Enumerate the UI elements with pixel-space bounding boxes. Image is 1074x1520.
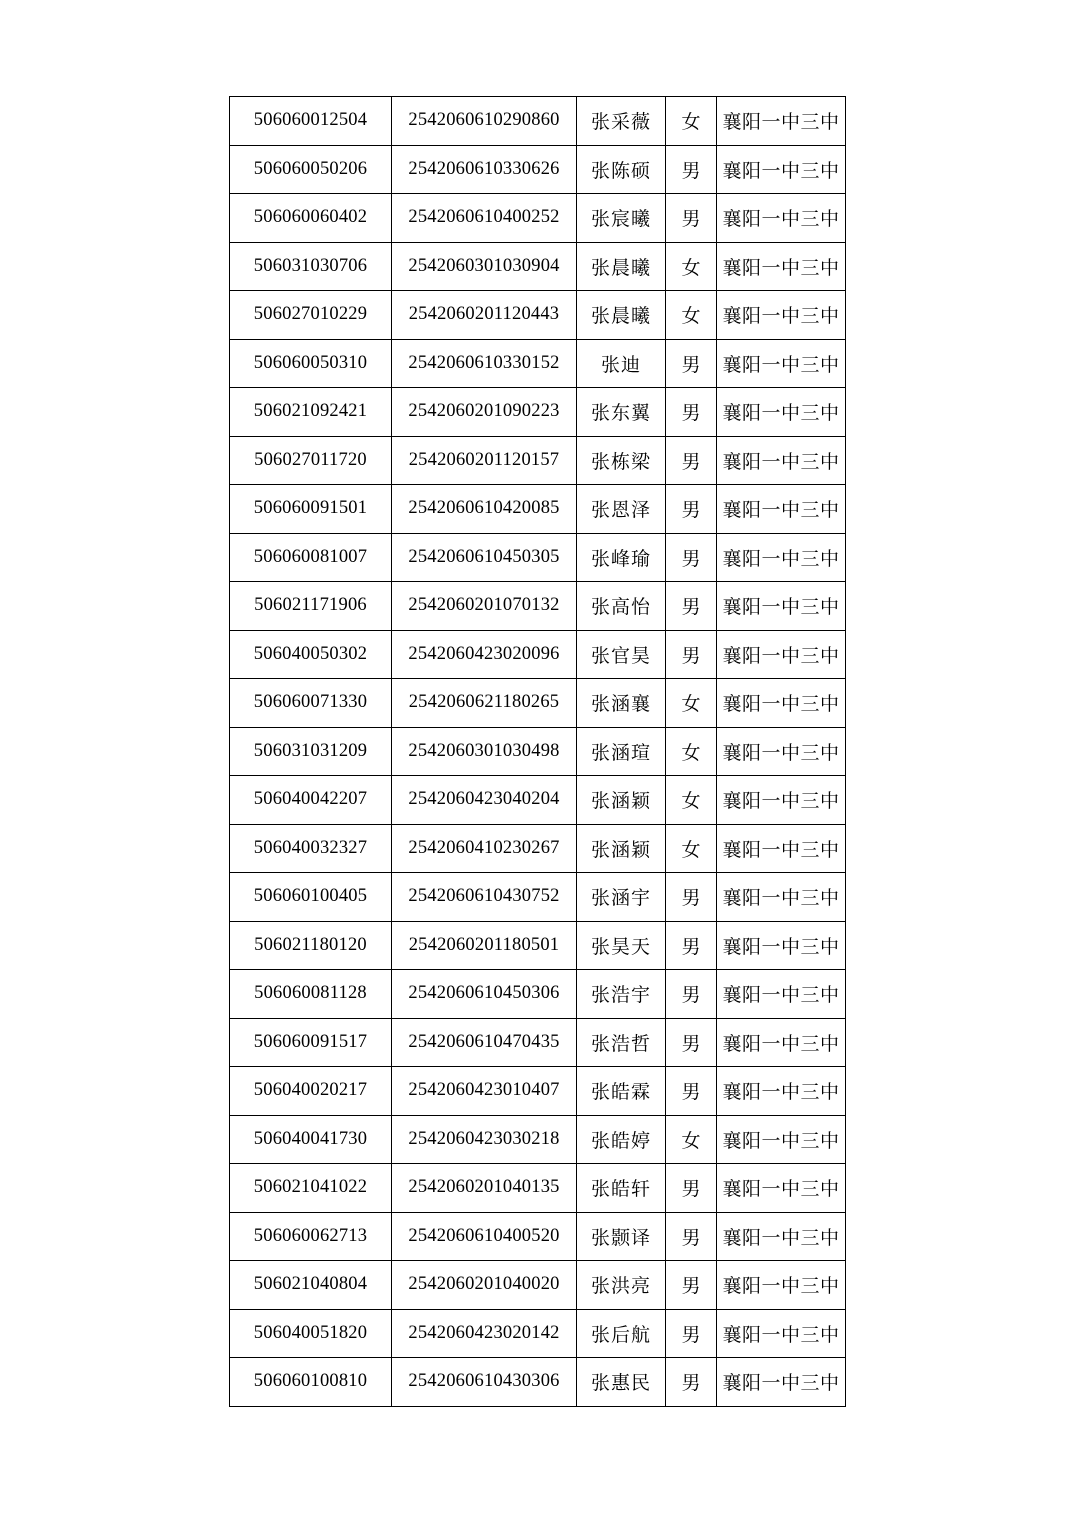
registration-number-cell: 2542060201180501 — [392, 921, 577, 970]
exam-number-cell: 506060100810 — [230, 1358, 392, 1407]
school-cell: 襄阳一中三中 — [717, 873, 846, 922]
exam-number-cell: 506060012504 — [230, 97, 392, 146]
school-cell: 襄阳一中三中 — [717, 97, 846, 146]
student-name-cell: 张东翼 — [577, 388, 666, 437]
table-row — [230, 436, 846, 485]
registration-number-cell: 2542060610330626 — [392, 145, 577, 194]
table-row — [230, 630, 846, 679]
gender-cell: 男 — [666, 1212, 717, 1261]
registration-number-cell: 2542060301030498 — [392, 727, 577, 776]
registration-number-cell: 2542060201070132 — [392, 582, 577, 631]
gender-cell: 男 — [666, 145, 717, 194]
exam-number-cell: 506040050302 — [230, 630, 392, 679]
gender-cell: 男 — [666, 436, 717, 485]
student-name-cell: 张高怡 — [577, 582, 666, 631]
gender-cell: 男 — [666, 339, 717, 388]
exam-number-cell: 506060050310 — [230, 339, 392, 388]
school-cell: 襄阳一中三中 — [717, 485, 846, 534]
school-cell: 襄阳一中三中 — [717, 970, 846, 1019]
registration-number-cell: 2542060201120443 — [392, 291, 577, 340]
table-row — [230, 1261, 846, 1310]
exam-number-cell: 506060050206 — [230, 145, 392, 194]
registration-number-cell: 2542060610420085 — [392, 485, 577, 534]
student-name-cell: 张颢译 — [577, 1212, 666, 1261]
table-row — [230, 873, 846, 922]
exam-number-cell: 506027010229 — [230, 291, 392, 340]
exam-number-cell: 506040041730 — [230, 1115, 392, 1164]
table-row — [230, 1115, 846, 1164]
registration-number-cell: 2542060621180265 — [392, 679, 577, 728]
registration-number-cell: 2542060201120157 — [392, 436, 577, 485]
gender-cell: 女 — [666, 727, 717, 776]
table-row — [230, 679, 846, 728]
registration-number-cell: 2542060610400252 — [392, 194, 577, 243]
exam-number-cell: 506040051820 — [230, 1309, 392, 1358]
table-row — [230, 194, 846, 243]
student-name-cell: 张峰瑜 — [577, 533, 666, 582]
gender-cell: 男 — [666, 1018, 717, 1067]
school-cell: 襄阳一中三中 — [717, 582, 846, 631]
school-cell: 襄阳一中三中 — [717, 194, 846, 243]
school-cell: 襄阳一中三中 — [717, 1358, 846, 1407]
school-cell: 襄阳一中三中 — [717, 533, 846, 582]
student-name-cell: 张采薇 — [577, 97, 666, 146]
school-cell: 襄阳一中三中 — [717, 630, 846, 679]
gender-cell: 女 — [666, 97, 717, 146]
school-cell: 襄阳一中三中 — [717, 1115, 846, 1164]
registration-number-cell: 2542060610430752 — [392, 873, 577, 922]
student-name-cell: 张皓轩 — [577, 1164, 666, 1213]
table-row — [230, 485, 846, 534]
table-row — [230, 824, 846, 873]
table-row — [230, 339, 846, 388]
student-name-cell: 张晨曦 — [577, 242, 666, 291]
exam-number-cell: 506060062713 — [230, 1212, 392, 1261]
exam-number-cell: 506060071330 — [230, 679, 392, 728]
registration-number-cell: 2542060423040204 — [392, 776, 577, 825]
exam-number-cell: 506040042207 — [230, 776, 392, 825]
student-name-cell: 张涵颖 — [577, 776, 666, 825]
gender-cell: 男 — [666, 1261, 717, 1310]
registration-number-cell: 2542060610400520 — [392, 1212, 577, 1261]
school-cell: 襄阳一中三中 — [717, 824, 846, 873]
school-cell: 襄阳一中三中 — [717, 388, 846, 437]
table-row — [230, 388, 846, 437]
gender-cell: 男 — [666, 582, 717, 631]
student-name-cell: 张涵瑄 — [577, 727, 666, 776]
exam-number-cell: 506031030706 — [230, 242, 392, 291]
school-cell: 襄阳一中三中 — [717, 1212, 846, 1261]
school-cell: 襄阳一中三中 — [717, 1018, 846, 1067]
school-cell: 襄阳一中三中 — [717, 921, 846, 970]
gender-cell: 男 — [666, 1164, 717, 1213]
school-cell: 襄阳一中三中 — [717, 242, 846, 291]
registration-number-cell: 2542060610430306 — [392, 1358, 577, 1407]
table-row — [230, 1018, 846, 1067]
table-row — [230, 533, 846, 582]
exam-number-cell: 506060100405 — [230, 873, 392, 922]
table-row — [230, 1212, 846, 1261]
gender-cell: 女 — [666, 291, 717, 340]
gender-cell: 男 — [666, 1067, 717, 1116]
gender-cell: 男 — [666, 970, 717, 1019]
exam-number-cell: 506031031209 — [230, 727, 392, 776]
student-name-cell: 张迪 — [577, 339, 666, 388]
school-cell: 襄阳一中三中 — [717, 1067, 846, 1116]
school-cell: 襄阳一中三中 — [717, 776, 846, 825]
gender-cell: 男 — [666, 630, 717, 679]
registration-number-cell: 2542060423010407 — [392, 1067, 577, 1116]
student-name-cell: 张恩泽 — [577, 485, 666, 534]
student-name-cell: 张浩宇 — [577, 970, 666, 1019]
school-cell: 襄阳一中三中 — [717, 291, 846, 340]
student-name-cell: 张涵宇 — [577, 873, 666, 922]
gender-cell: 女 — [666, 1115, 717, 1164]
registration-number-cell: 2542060201090223 — [392, 388, 577, 437]
gender-cell: 男 — [666, 1309, 717, 1358]
student-name-cell: 张涵颖 — [577, 824, 666, 873]
table-row — [230, 970, 846, 1019]
table-row — [230, 145, 846, 194]
student-roster-table — [229, 96, 846, 1407]
gender-cell: 男 — [666, 921, 717, 970]
student-name-cell: 张栋梁 — [577, 436, 666, 485]
registration-number-cell: 2542060610290860 — [392, 97, 577, 146]
registration-number-cell: 2542060423020142 — [392, 1309, 577, 1358]
student-name-cell: 张浩哲 — [577, 1018, 666, 1067]
table-row — [230, 921, 846, 970]
registration-number-cell: 2542060610450305 — [392, 533, 577, 582]
exam-number-cell: 506021092421 — [230, 388, 392, 437]
exam-number-cell: 506040032327 — [230, 824, 392, 873]
exam-number-cell: 506060091501 — [230, 485, 392, 534]
exam-number-cell: 506060081128 — [230, 970, 392, 1019]
registration-number-cell: 2542060410230267 — [392, 824, 577, 873]
student-name-cell: 张洪亮 — [577, 1261, 666, 1310]
registration-number-cell: 2542060301030904 — [392, 242, 577, 291]
exam-number-cell: 506060060402 — [230, 194, 392, 243]
student-name-cell: 张陈硕 — [577, 145, 666, 194]
student-name-cell: 张官昊 — [577, 630, 666, 679]
school-cell: 襄阳一中三中 — [717, 1309, 846, 1358]
table-row — [230, 1358, 846, 1407]
registration-number-cell: 2542060201040135 — [392, 1164, 577, 1213]
school-cell: 襄阳一中三中 — [717, 436, 846, 485]
table-row — [230, 1164, 846, 1213]
exam-number-cell: 506060091517 — [230, 1018, 392, 1067]
school-cell: 襄阳一中三中 — [717, 339, 846, 388]
student-name-cell: 张涵襄 — [577, 679, 666, 728]
exam-number-cell: 506021041022 — [230, 1164, 392, 1213]
exam-number-cell: 506021040804 — [230, 1261, 392, 1310]
registration-number-cell: 2542060423030218 — [392, 1115, 577, 1164]
registration-number-cell: 2542060610330152 — [392, 339, 577, 388]
registration-number-cell: 2542060610470435 — [392, 1018, 577, 1067]
table-row — [230, 242, 846, 291]
student-name-cell: 张宸曦 — [577, 194, 666, 243]
school-cell: 襄阳一中三中 — [717, 1164, 846, 1213]
gender-cell: 男 — [666, 1358, 717, 1407]
student-name-cell: 张惠民 — [577, 1358, 666, 1407]
exam-number-cell: 506021171906 — [230, 582, 392, 631]
gender-cell: 女 — [666, 776, 717, 825]
exam-number-cell: 506060081007 — [230, 533, 392, 582]
school-cell: 襄阳一中三中 — [717, 727, 846, 776]
student-name-cell: 张皓婷 — [577, 1115, 666, 1164]
exam-number-cell: 506040020217 — [230, 1067, 392, 1116]
table-row — [230, 727, 846, 776]
school-cell: 襄阳一中三中 — [717, 679, 846, 728]
exam-number-cell: 506021180120 — [230, 921, 392, 970]
gender-cell: 女 — [666, 679, 717, 728]
table-row — [230, 1309, 846, 1358]
student-name-cell: 张昊天 — [577, 921, 666, 970]
school-cell: 襄阳一中三中 — [717, 145, 846, 194]
table-row — [230, 776, 846, 825]
table-row — [230, 582, 846, 631]
gender-cell: 女 — [666, 824, 717, 873]
student-name-cell: 张后航 — [577, 1309, 666, 1358]
registration-number-cell: 2542060423020096 — [392, 630, 577, 679]
gender-cell: 男 — [666, 194, 717, 243]
gender-cell: 男 — [666, 485, 717, 534]
gender-cell: 女 — [666, 242, 717, 291]
registration-number-cell: 2542060201040020 — [392, 1261, 577, 1310]
student-name-cell: 张皓霖 — [577, 1067, 666, 1116]
gender-cell: 男 — [666, 873, 717, 922]
table-row — [230, 291, 846, 340]
table-row — [230, 97, 846, 146]
table-row — [230, 1067, 846, 1116]
student-name-cell: 张晨曦 — [577, 291, 666, 340]
exam-number-cell: 506027011720 — [230, 436, 392, 485]
roster-body — [230, 97, 846, 1407]
gender-cell: 男 — [666, 533, 717, 582]
gender-cell: 男 — [666, 388, 717, 437]
school-cell: 襄阳一中三中 — [717, 1261, 846, 1310]
registration-number-cell: 2542060610450306 — [392, 970, 577, 1019]
